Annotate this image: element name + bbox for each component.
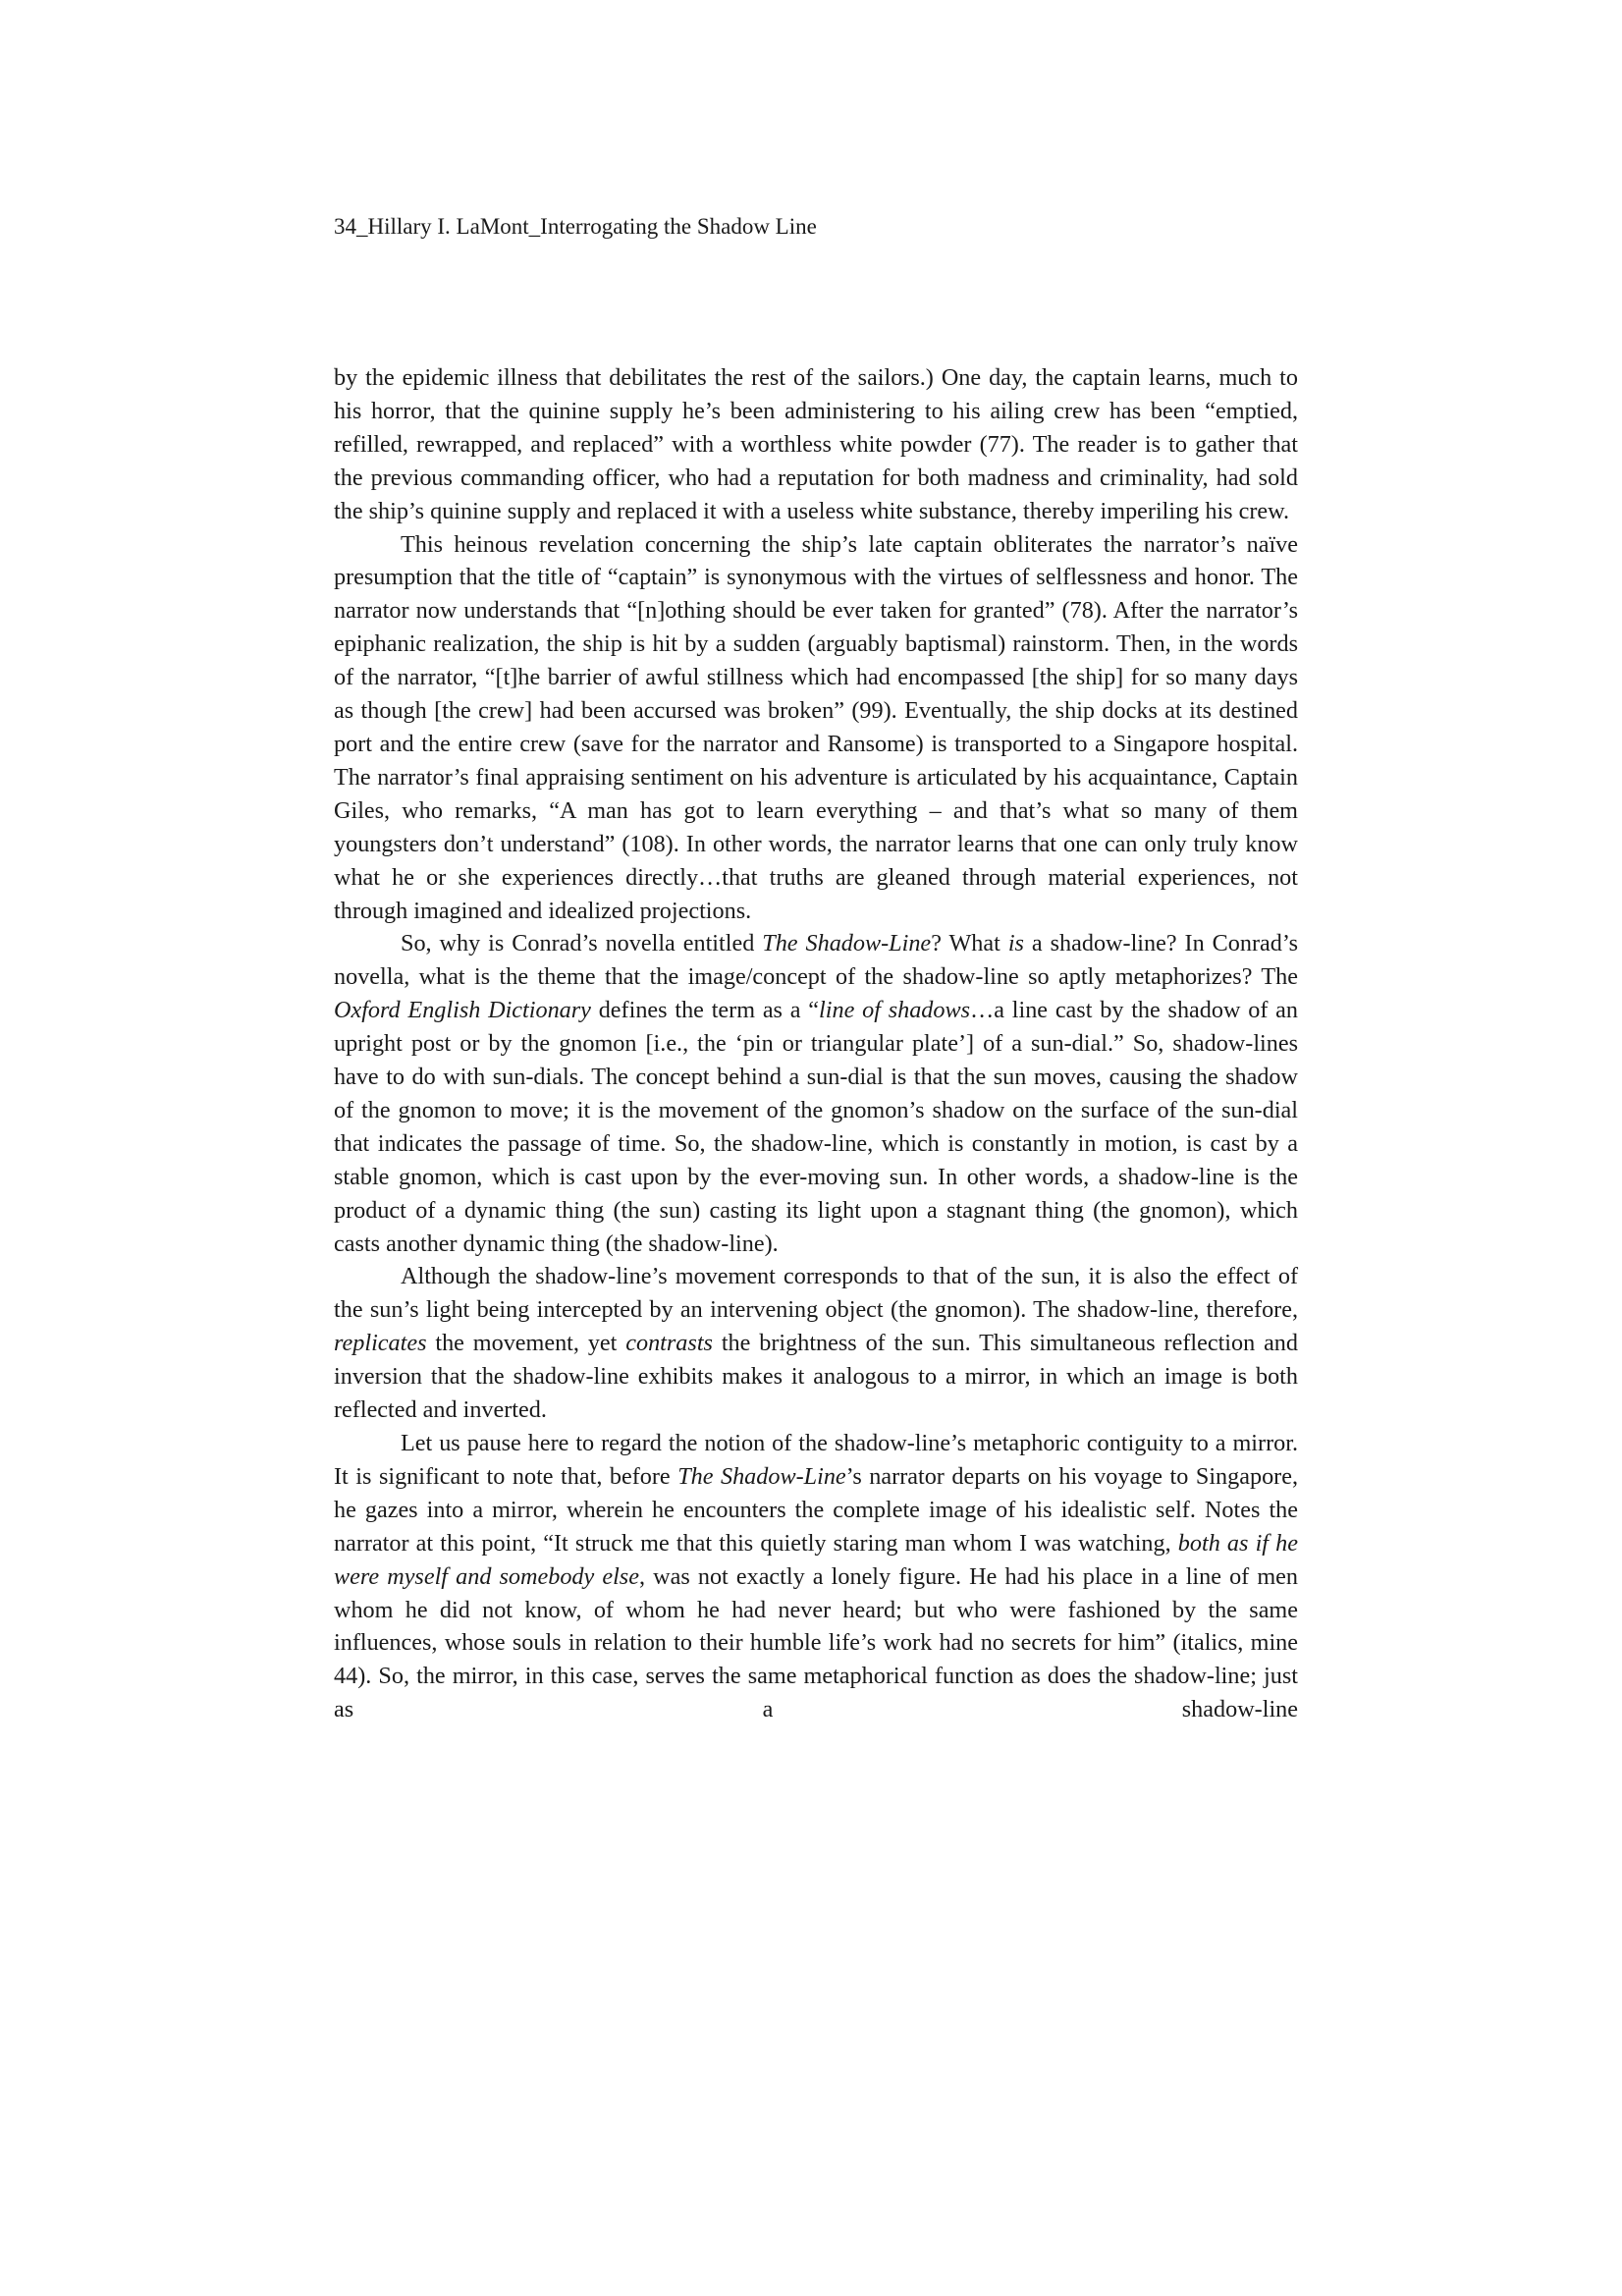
emphasis-italic: contrasts bbox=[625, 1330, 713, 1357]
text-segment: ? What bbox=[931, 930, 1008, 957]
dictionary-title-italic: Oxford English Dictionary bbox=[334, 997, 591, 1024]
text-segment: the movement, yet bbox=[426, 1330, 626, 1357]
text-segment: …a line cast by the shadow of an upright post or by the gnomon [i.e., the ‘pin or triangular plate’] of a sun-dial.” So, shadow-lines have to do with sun-dials. The concept behind a sun-dial is that the sun moves, causing the shadow of the gnomon to move; it is the movement of the gnomon’s shadow on the surface of the sun-dial that indicates the passage of time. So, the shadow-line, which is constantly in motion, is cast by a stable gnomon, which is cast upon by the ever-moving sun. In other words, a shadow-line is the product of a dynamic thing (the sun) casting its light upon a stagnant thing (the gnomon), which casts another dynamic thing (the shadow-line). bbox=[334, 997, 1299, 1257]
definition-italic: line of shadows bbox=[819, 997, 971, 1024]
paragraph-2 bbox=[334, 528, 1298, 928]
book-title-italic: The Shadow-Line bbox=[762, 930, 932, 957]
text-segment: Let us pause here to regard the notion of the shadow-line’s metaphoric contiguity to a mirror. It is significant to note that, before bbox=[334, 1430, 1298, 1490]
paragraph-1 bbox=[334, 361, 1298, 528]
text-segment: defines the term as a “ bbox=[590, 997, 820, 1024]
text-segment: a shadow-line? In Conrad’s novella, what is the theme that the image/concept of the shadow-line so aptly metaphorizes? The bbox=[334, 930, 1299, 991]
paragraph-3 bbox=[334, 927, 1298, 1260]
book-title-italic: The Shadow-Line bbox=[677, 1462, 846, 1490]
text-segment: This heinous revelation concerning the ship’s late captain obliterates the narrator’s naïve presumption that the title of “captain” is synonymous with the virtues of selflessness and honor. The narrator now understands that “[n]othing should be ever taken for granted” (78). After the narrator’s epiphanic realization, the ship is hit by a sudden (arguably baptismal) rainstorm. Then, in the words of the narrator, “[t]he barrier of awful stillness which had encompassed [the ship] for so many days as though [the crew] had been accursed was broken” (99). Eventually, the ship docks at its destined port and the entire crew (save for the narrator and Ransome) is transported to a Singapore hospital. The narrator’s final appraising sentiment on his adventure is articulated by his acquaintance, Captain Giles, who remarks, “A man has got to learn everything – and that’s what so many of them youngsters don’t understand” (108). In other words, the narrator learns that one can only truly know what he or she experiences directly…that truths are gleaned through material experiences, not through imagined and idealized projections. bbox=[334, 530, 1298, 924]
text-segment: Although the shadow-line’s movement corresponds to that of the sun, it is also the effect of the sun’s light being intercepted by an intervening object (the gnomon). The shadow-line, therefore, bbox=[334, 1263, 1298, 1324]
emphasis-italic: is bbox=[1007, 930, 1024, 957]
paragraph-5 bbox=[334, 1427, 1298, 1726]
text-segment: So, why is Conrad’s novella entitled bbox=[401, 930, 763, 957]
body-text bbox=[334, 361, 1298, 1726]
quote-italic: both as if he were myself and somebody else bbox=[334, 1529, 1298, 1590]
text-segment: by the epidemic illness that debilitates the rest of the sailors.) One day, the captain learns, much to his horror, that the quinine supply he’s been administering to his ailing crew has been “emptied, refilled, rewrapped, and replaced” with a worthless white powder (77). The reader is to gather that the previous commanding officer, who had a reputation for both madness and criminality, had sold the ship’s quinine supply and replaced it with a useless white substance, thereby imperiling his crew. bbox=[334, 364, 1298, 524]
text-segment: ’s narrator departs on his voyage to Singapore, he gazes into a mirror, wherein he encounters the complete image of his idealistic self. Notes the narrator at this point, “It struck me that this quietly staring man whom I was watching, bbox=[334, 1462, 1298, 1557]
paragraph-4 bbox=[334, 1260, 1298, 1427]
running-header: 34_Hillary I. LaMont_Interrogating the Shadow Line bbox=[334, 214, 817, 239]
text-segment: the brightness of the sun. This simultaneous reflection and inversion that the shadow-line exhibits makes it analogous to a mirror, in which an image is both reflected and inverted. bbox=[334, 1330, 1298, 1424]
text-segment: , was not exactly a lonely figure. He had his place in a line of men whom he did not know, of whom he had never heard; but who were fashioned by the same influences, whose souls in relation to their humble life’s work had no secrets for him” (italics, mine 44). So, the mirror, in this case, serves the same metaphorical function as does the shadow-line; just as a shadow-line bbox=[334, 1562, 1298, 1723]
emphasis-italic: replicates bbox=[334, 1330, 427, 1357]
